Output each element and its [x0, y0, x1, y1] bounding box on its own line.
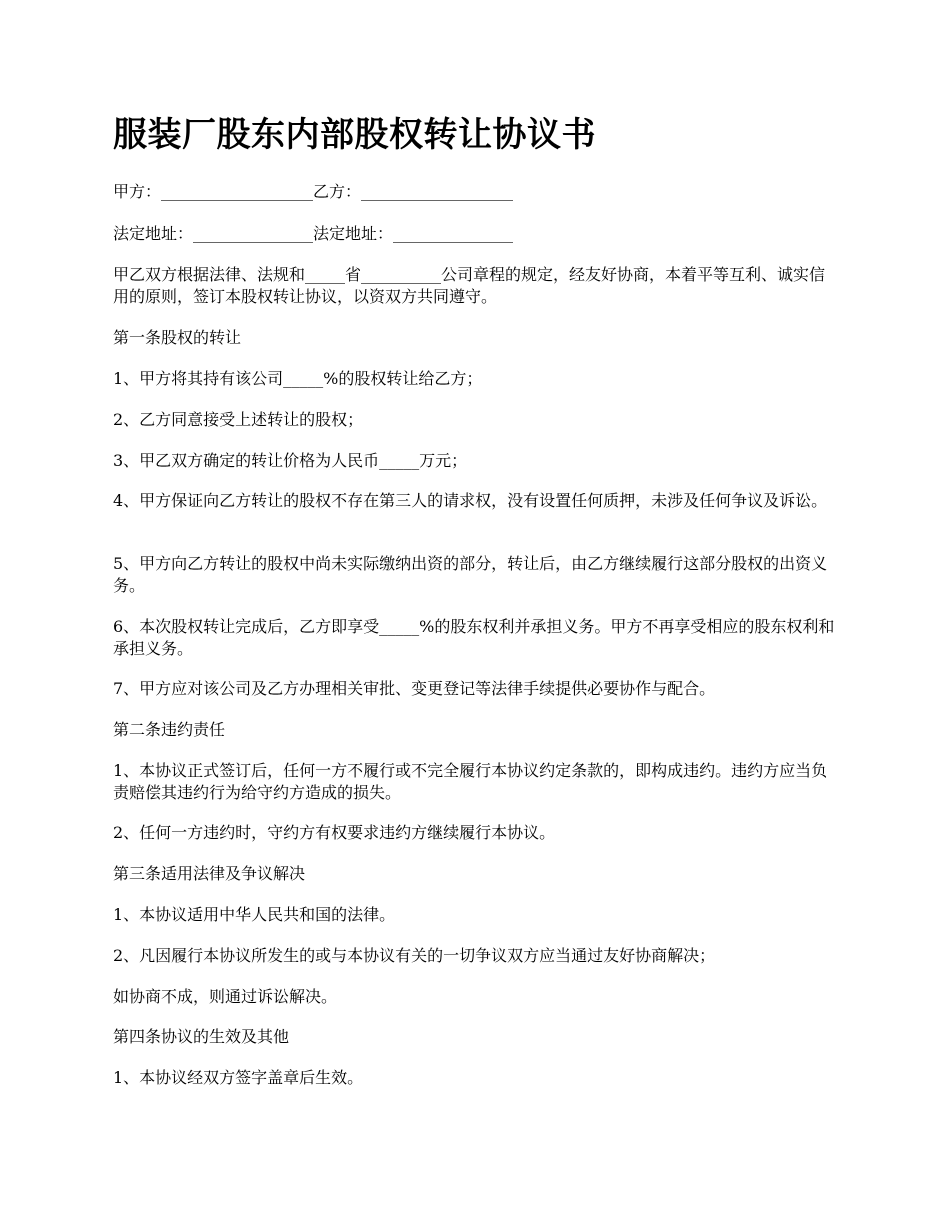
clause-item: 2、任何一方违约时，守约方有权要求违约方继续履行本协议。 [113, 823, 556, 842]
section-heading: 第一条股权的转让 [113, 328, 242, 347]
section-heading: 第三条适用法律及争议解决 [113, 864, 306, 883]
clause-item: 1、甲方将其持有该公司_____%的股权转让给乙方； [113, 369, 483, 388]
clause-item: 1、本协议经双方签字盖章后生效。 [113, 1068, 364, 1087]
clause-item: 4、甲方保证向乙方转让的股权不存在第三人的请求权，没有设置任何质押，未涉及任何争议及诉讼。 [113, 491, 828, 510]
party-line: 甲方：___________________乙方：___________________ [113, 182, 514, 201]
clause-item: 3、甲乙双方确定的转让价格为人民币_____万元； [113, 451, 468, 470]
clause-item: 5、甲方向乙方转让的股权中尚未实际缴纳出资的部分，转让后，由乙方继续履行这部分股权的出资义务。 [113, 554, 828, 595]
clause-item: 如协商不成，则通过诉讼解决。 [113, 987, 338, 1006]
address-line: 法定地址：_______________法定地址：_______________ [113, 224, 514, 243]
clause-item: 2、乙方同意接受上述转让的股权； [113, 410, 364, 429]
section-heading: 第二条违约责任 [113, 720, 226, 739]
document-title: 服装厂股东内部股权转让协议书 [113, 115, 596, 155]
section-heading: 第四条协议的生效及其他 [113, 1027, 290, 1046]
intro-paragraph: 甲乙双方根据法律、法规和_____省__________公司章程的规定，经友好协商，本着平等互利、诚实信用的原则，签订本股权转让协议，以资双方共同遵守。 [113, 265, 826, 306]
clause-item: 6、本次股权转让完成后，乙方即享受_____%的股东权利并承担义务。甲方不再享受相应的股东权利和承担义务。 [113, 617, 835, 658]
clause-item: 7、甲方应对该公司及乙方办理相关审批、变更登记等法律手续提供必要协作与配合。 [113, 679, 716, 698]
clause-item: 1、本协议正式签订后，任何一方不履行或不完全履行本协议约定条款的，即构成违约。违约方应当负责赔偿其违约行为给守约方造成的损失。 [113, 761, 828, 802]
clause-item: 1、本协议适用中华人民共和国的法律。 [113, 905, 396, 924]
clause-item: 2、凡因履行本协议所发生的或与本协议有关的一切争议双方应当通过友好协商解决； [113, 946, 716, 965]
